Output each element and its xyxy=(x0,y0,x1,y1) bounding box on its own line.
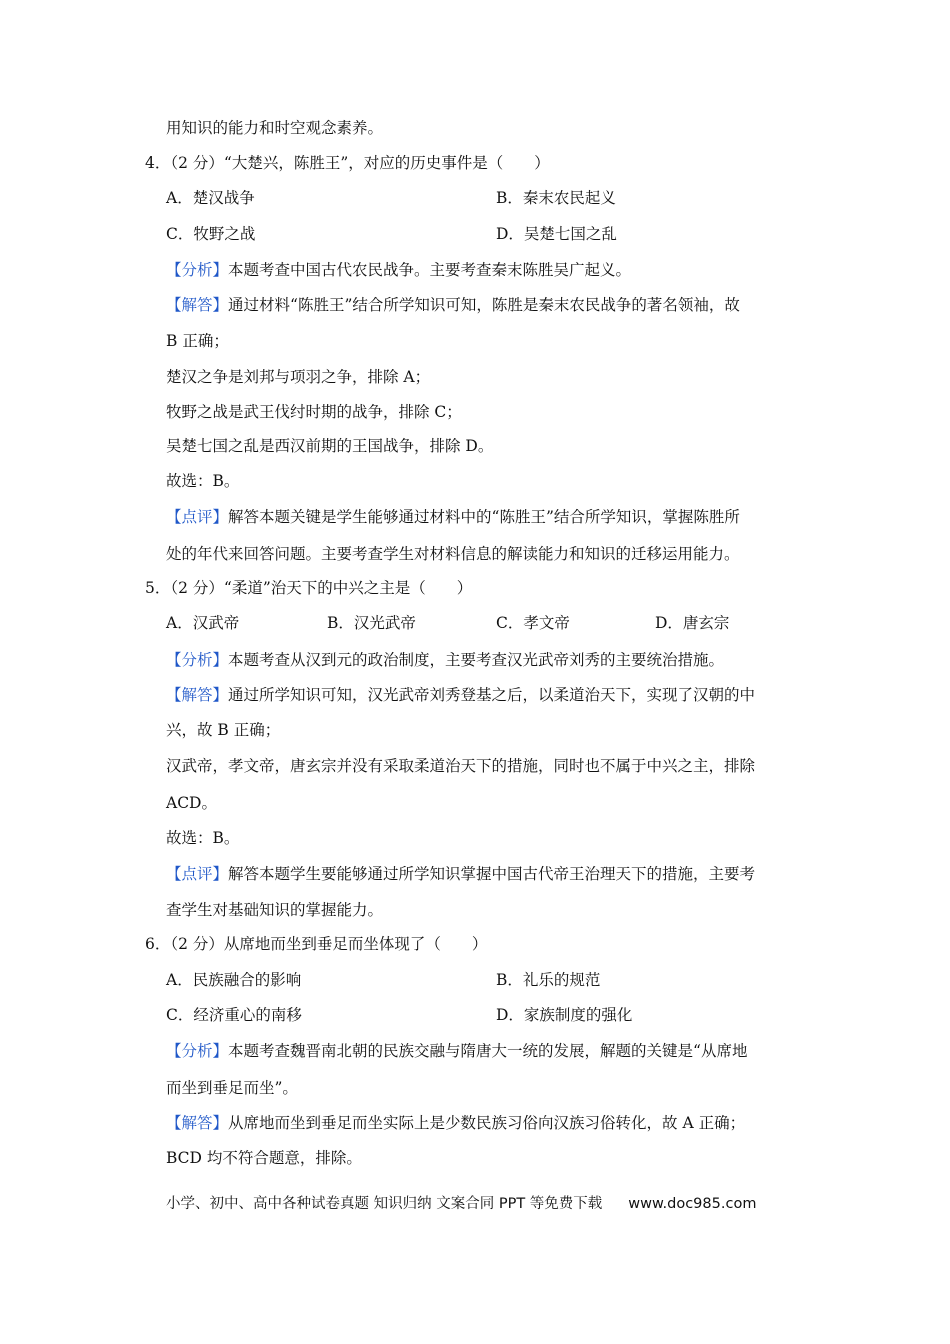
q4-option-a: A．楚汉战争 xyxy=(166,189,255,207)
comment-tag: 【点评】 xyxy=(166,865,229,883)
q6-analysis xyxy=(166,1041,747,1061)
answer-tag: 【解答】 xyxy=(166,1114,229,1132)
lead-text: 用知识的能力和时空观念素养。 xyxy=(166,119,384,137)
q6-option-c: C．经济重心的南移 xyxy=(166,1006,302,1024)
q4-comment xyxy=(166,507,740,527)
q6-option-b: B．礼乐的规范 xyxy=(496,971,601,989)
q4-answer-line-2: B 正确； xyxy=(166,332,229,350)
q6-answer-line-1: 从席地而坐到垂足而坐实际上是少数民族习俗向汉族习俗转化，故 A 正确； xyxy=(228,1114,746,1132)
q5-answer-line-2: 兴，故 B 正确； xyxy=(166,721,281,739)
q4-analysis-text: 本题考查中国古代农民战争。主要考查秦末陈胜吴广起义。 xyxy=(228,261,632,279)
q5-analysis-text: 本题考查从汉到元的政治制度，主要考查汉光武帝刘秀的主要统治措施。 xyxy=(228,651,725,669)
q6-analysis-line-1: 本题考查魏晋南北朝的民族交融与隋唐大一统的发展，解题的关键是“从席地 xyxy=(228,1042,748,1060)
q5-answer-line-4: ACD。 xyxy=(166,794,217,812)
footer-url[interactable]: www.doc985.com xyxy=(628,1196,757,1212)
q4-answer xyxy=(166,295,740,315)
q4-stem: 4．（2 分）“大楚兴，陈胜王”，对应的历史事件是（ ） xyxy=(145,154,550,172)
analysis-tag: 【分析】 xyxy=(166,261,229,279)
comment-tag: 【点评】 xyxy=(166,508,229,526)
q5-answer-line-5: 故选：B。 xyxy=(166,829,240,847)
q4-answer-line-6: 故选：B。 xyxy=(166,472,240,490)
analysis-tag: 【分析】 xyxy=(166,1042,229,1060)
q4-option-d: D．吴楚七国之乱 xyxy=(496,225,617,243)
q5-comment-line-1: 解答本题学生要能够通过所学知识掌握中国古代帝王治理天下的措施，主要考 xyxy=(228,865,756,883)
q4-comment-line-1: 解答本题关键是学生能够通过材料中的“陈胜王”结合所学知识，掌握陈胜所 xyxy=(228,508,740,526)
q4-answer-line-3: 楚汉之争是刘邦与项羽之争，排除 A； xyxy=(166,368,431,386)
q5-option-d: D．唐玄宗 xyxy=(655,614,730,632)
q4-answer-line-1: 通过材料“陈胜王”结合所学知识可知，陈胜是秦末农民战争的著名领袖，故 xyxy=(228,296,740,314)
q6-answer xyxy=(166,1113,745,1133)
q6-option-a: A．民族融合的影响 xyxy=(166,971,302,989)
q6-analysis-line-2: 而坐到垂足而坐”。 xyxy=(166,1079,298,1097)
q4-option-b: B．秦末农民起义 xyxy=(496,189,616,207)
q5-comment xyxy=(166,864,755,884)
q5-stem: 5．（2 分）“柔道”治天下的中兴之主是（ ） xyxy=(145,579,473,597)
analysis-tag: 【分析】 xyxy=(166,651,229,669)
q4-answer-line-4: 牧野之战是武王伐纣时期的战争，排除 C； xyxy=(166,403,462,421)
q5-option-b: B．汉光武帝 xyxy=(327,614,416,632)
page-footer xyxy=(166,1192,756,1213)
q5-option-a: A．汉武帝 xyxy=(166,614,240,632)
q5-answer-line-1: 通过所学知识可知，汉光武帝刘秀登基之后，以柔道治天下，实现了汉朝的中 xyxy=(228,686,756,704)
answer-tag: 【解答】 xyxy=(166,296,229,314)
q6-option-d: D．家族制度的强化 xyxy=(496,1006,633,1024)
q4-option-c: C．牧野之战 xyxy=(166,225,256,243)
q4-comment-line-2: 处的年代来回答问题。主要考查学生对材料信息的解读能力和知识的迁移运用能力。 xyxy=(166,545,740,563)
q5-answer-line-3: 汉武帝，孝文帝，唐玄宗并没有采取柔道治天下的措施，同时也不属于中兴之主，排除 xyxy=(166,757,756,775)
q5-option-c: C．孝文帝 xyxy=(496,614,570,632)
footer-text: 小学、初中、高中各种试卷真题 知识归纳 文案合同 PPT 等免费下载 xyxy=(166,1196,603,1212)
answer-tag: 【解答】 xyxy=(166,686,229,704)
q5-analysis xyxy=(166,650,724,670)
q4-analysis xyxy=(166,260,631,280)
q6-stem: 6．（2 分）从席地而坐到垂足而坐体现了（ ） xyxy=(145,935,488,953)
q5-comment-line-2: 查学生对基础知识的掌握能力。 xyxy=(166,901,384,919)
q4-answer-line-5: 吴楚七国之乱是西汉前期的王国战争，排除 D。 xyxy=(166,437,494,455)
q5-answer xyxy=(166,685,755,705)
q6-answer-line-2: BCD 均不符合题意，排除。 xyxy=(166,1149,362,1167)
